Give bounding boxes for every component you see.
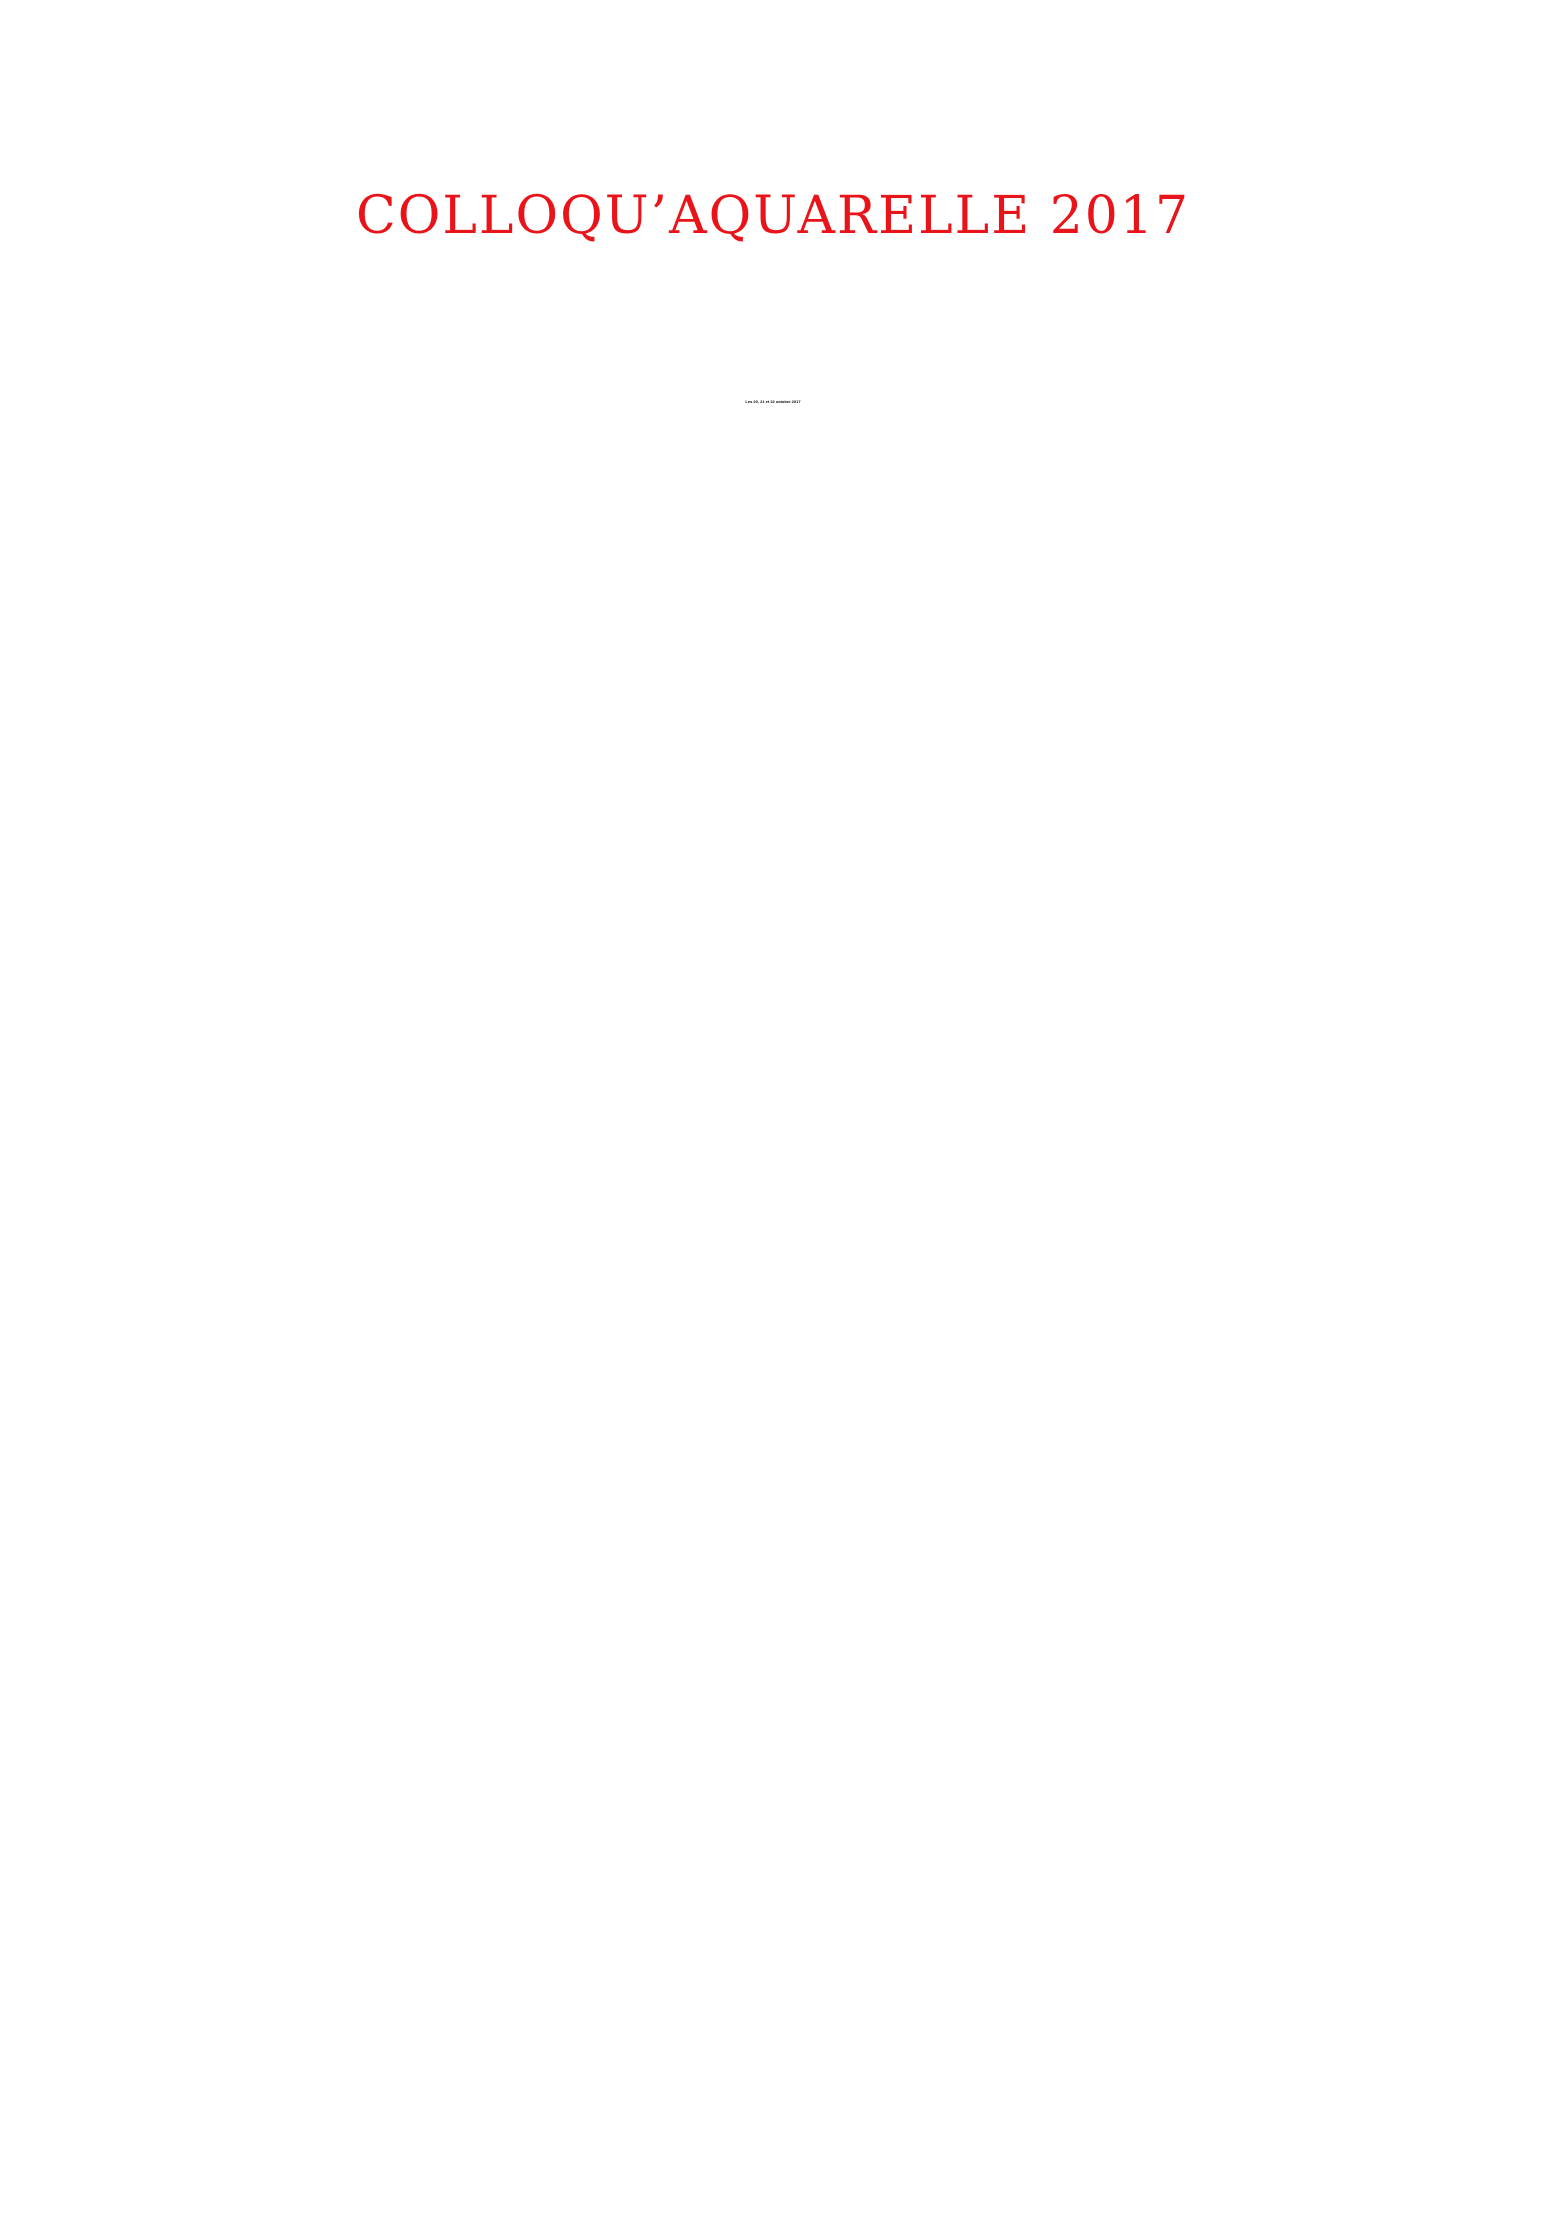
intro-line-2 — [0, 590, 1546, 591]
event-date: Les 20, 21 et 22 octobre 2017 — [745, 399, 801, 404]
event-title: COLLOQU’AQUARELLE 2017 — [355, 186, 1191, 246]
